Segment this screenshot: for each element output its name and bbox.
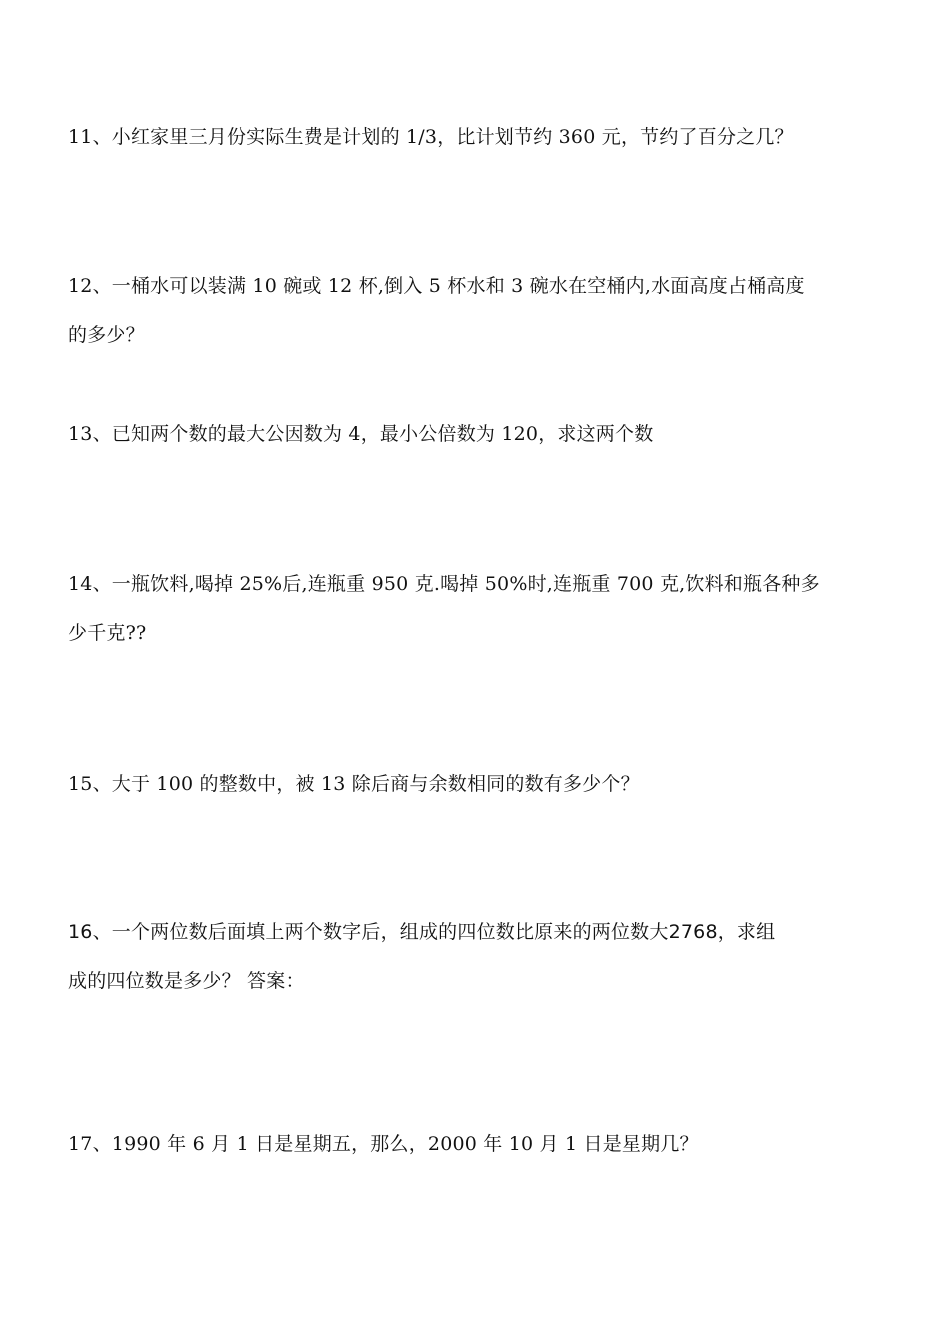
problem-13: [68, 410, 888, 459]
problem-17: [68, 1120, 888, 1169]
problem-16-line-2: 成的四位数是多少？ 答案：: [68, 970, 305, 992]
problem-12-line-2: 的多少？: [68, 324, 145, 346]
problem-12-line-1: 12、一桶水可以装满 10 碗或 12 杯,倒入 5 杯水和 3 碗水在空桶内,水面高度占桶高度: [68, 275, 805, 297]
problem-14-line-2: 少千克??: [68, 622, 147, 644]
problem-17-line-1: 17、1990 年 6 月 1 日是星期五，那么，2000 年 10 月 1 日是星期几？: [68, 1133, 699, 1155]
problem-14: [68, 560, 888, 658]
problem-11-line-1: 11、小红家里三月份实际生费是计划的 1/3，比计划节约 360 元，节约了百分之几？: [68, 126, 794, 148]
problem-16-line-1: 16、一个两位数后面填上两个数字后，组成的四位数比原来的两位数大2768，求组: [68, 921, 776, 943]
problem-11: [68, 113, 888, 162]
problem-14-line-1: 14、一瓶饮料,喝掉 25%后,连瓶重 950 克.喝掉 50%时,连瓶重 700 克,饮料和瓶各种多: [68, 573, 820, 595]
problem-15: [68, 760, 888, 809]
problem-13-line-1: 13、已知两个数的最大公因数为 4，最小公倍数为 120，求这两个数: [68, 423, 654, 445]
problem-16: [68, 908, 888, 1006]
problem-12: [68, 262, 888, 360]
problem-15-line-1: 15、大于 100 的整数中，被 13 除后商与余数相同的数有多少个？: [68, 773, 640, 795]
